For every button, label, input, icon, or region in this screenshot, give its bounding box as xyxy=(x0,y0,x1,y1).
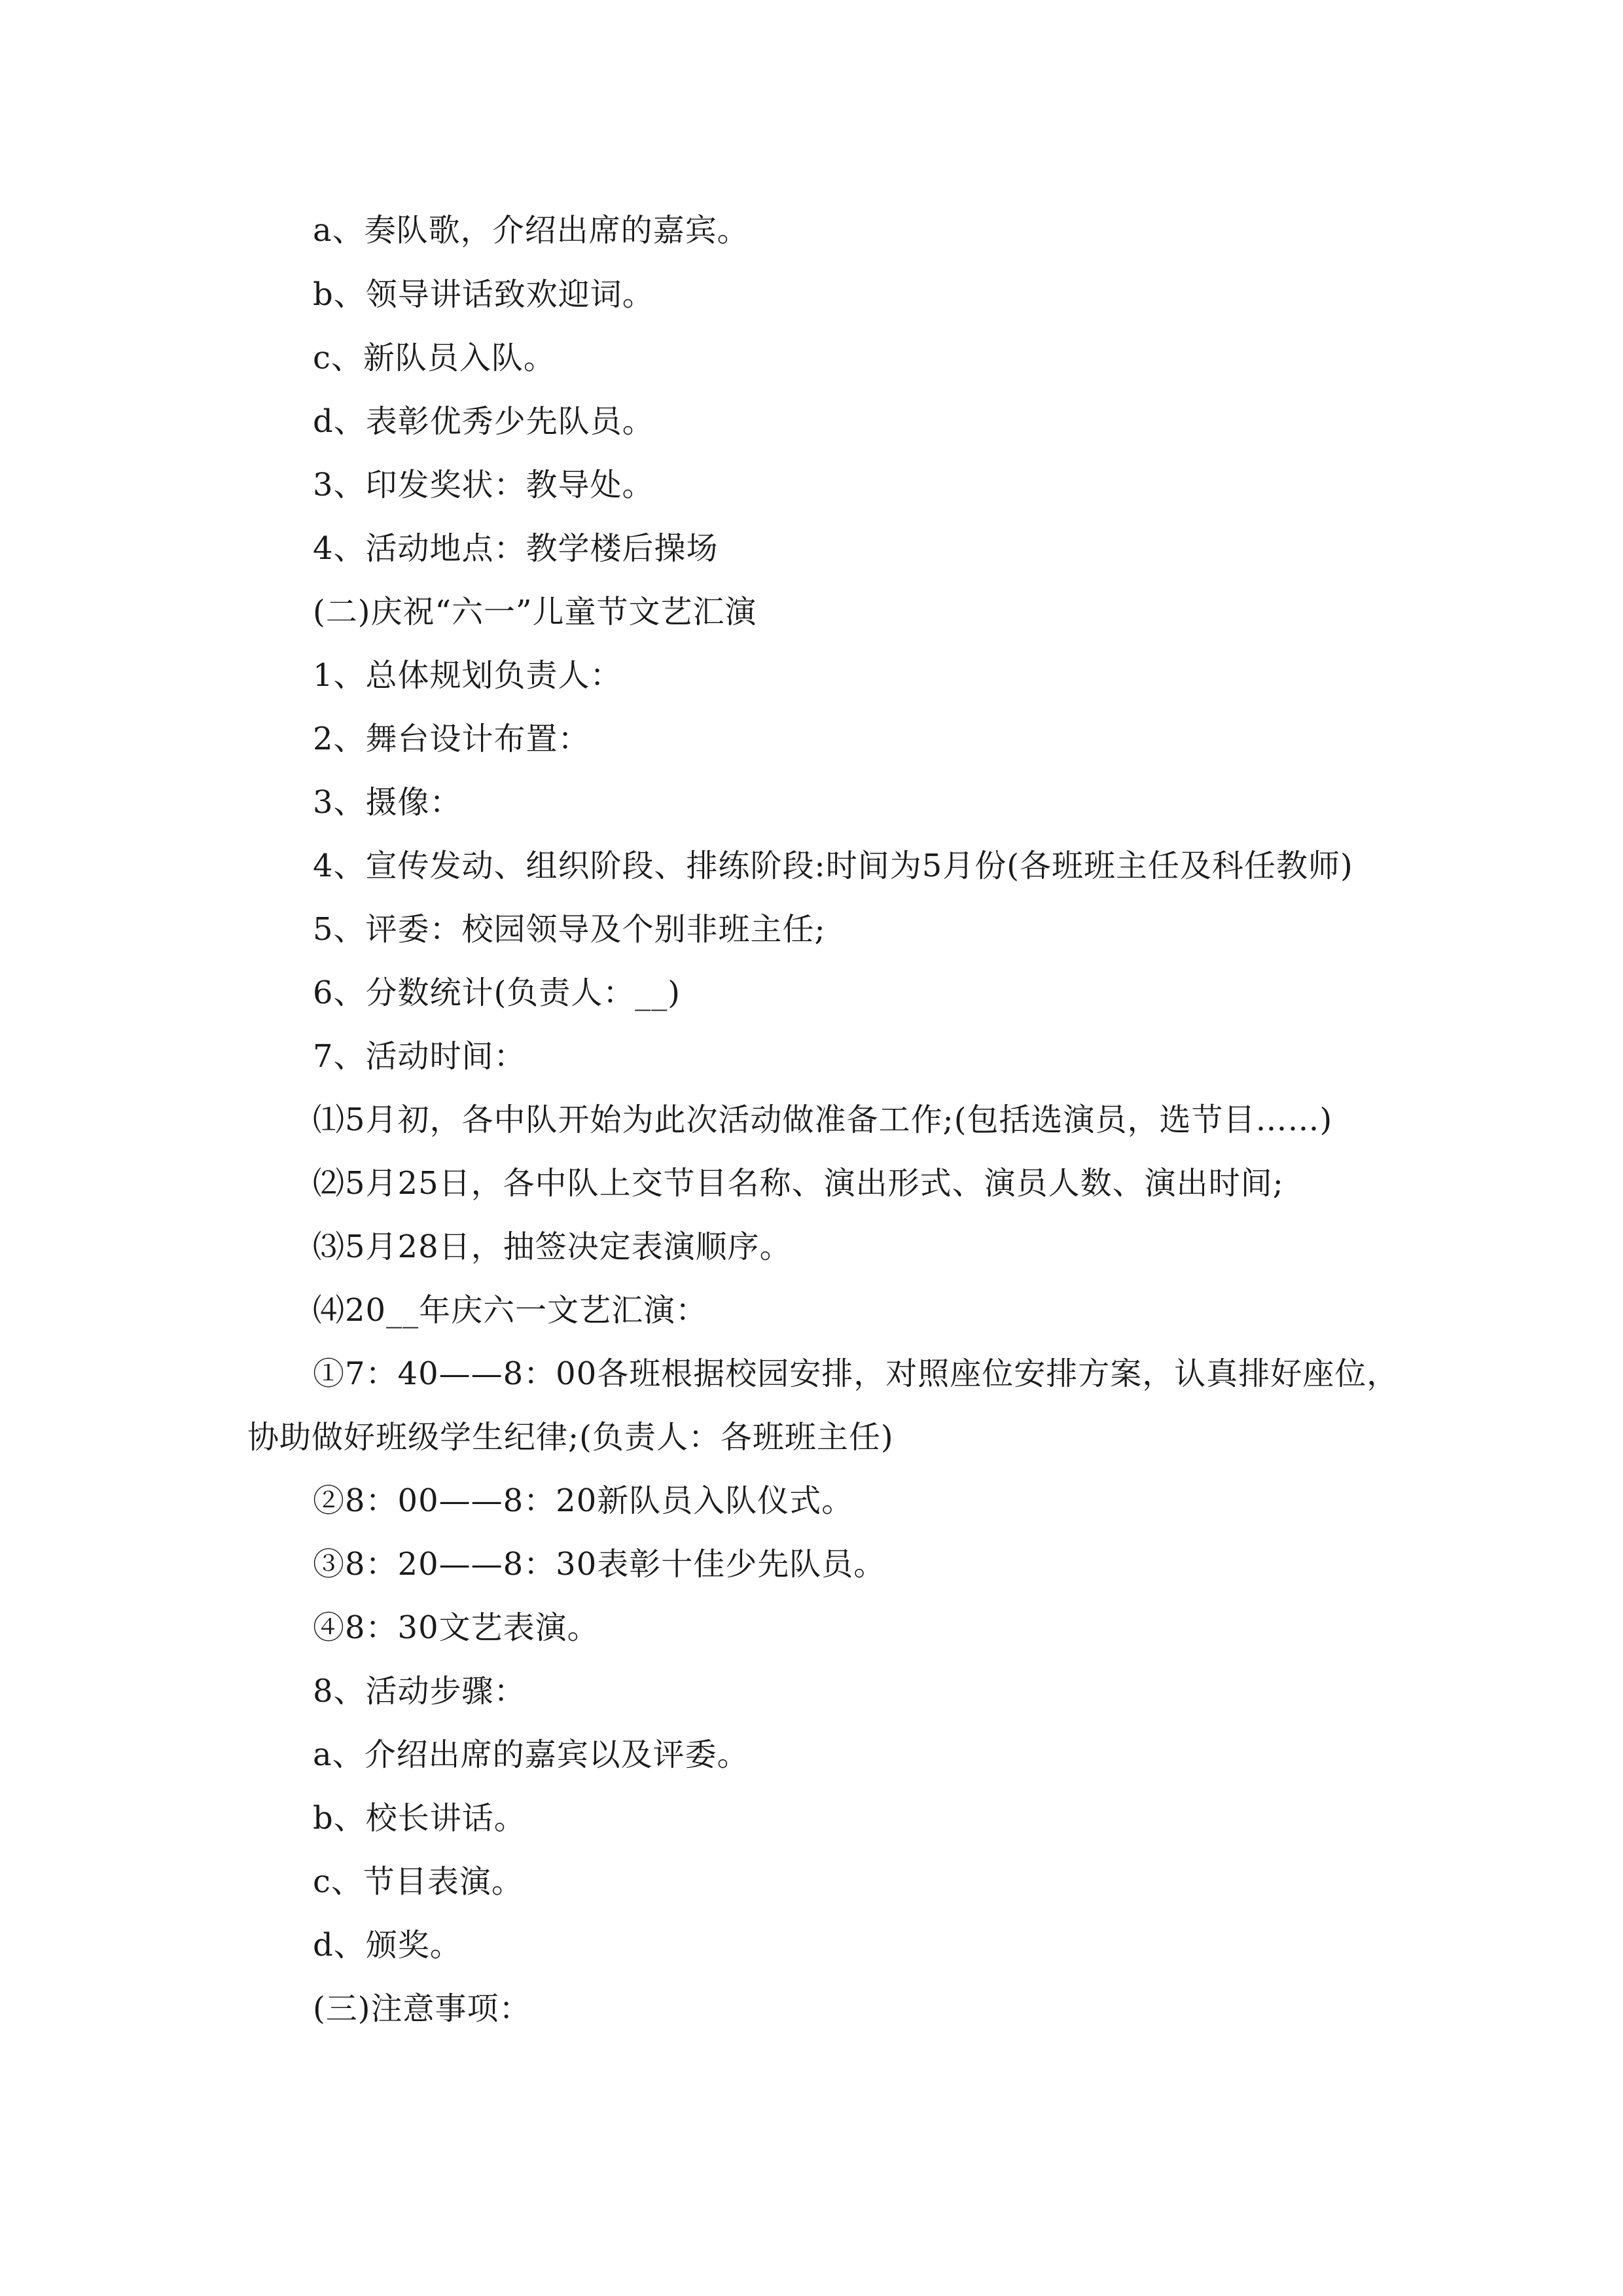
text-line: ⑷20__年庆六一文艺汇演： xyxy=(313,1292,708,1329)
text-line: ④8：30文艺表演。 xyxy=(313,1609,599,1646)
text-line: 5、评委：校园领导及个别非班主任; xyxy=(313,911,826,948)
text-line: b、领导讲话致欢迎词。 xyxy=(313,276,654,313)
text-line: 7、活动时间： xyxy=(313,1038,526,1075)
text-line: 2、舞台设计布置： xyxy=(313,721,590,757)
text-line: 协助做好班级学生纪律;(负责人：各班班主任) xyxy=(247,1419,894,1456)
text-line: d、颁奖。 xyxy=(313,1927,462,1964)
text-line: 1、总体规划负责人： xyxy=(313,657,622,694)
text-line: c、新队员入队。 xyxy=(313,340,556,376)
section-heading: (二)庆祝“六一”儿童节文艺汇演 xyxy=(313,594,757,630)
text-line: 4、活动地点：教学楼后操场 xyxy=(313,530,719,567)
text-line: 3、印发奖状：教导处。 xyxy=(313,467,654,503)
section-heading: (三)注意事项： xyxy=(313,1990,531,2027)
text-line: ②8：00——8：20新队员入队仪式。 xyxy=(313,1482,854,1519)
text-line: ⑵5月25日，各中队上交节目名称、演出形式、演员人数、演出时间; xyxy=(313,1165,1284,1202)
text-line: 4、宣传发动、组织阶段、排练阶段:时间为5月份(各班班主任及科任教师) xyxy=(313,848,1353,884)
text-line: ⑶5月28日，抽签决定表演顺序。 xyxy=(313,1229,792,1265)
text-line: ①7：40——8：00各班根据校园安排，对照座位安排方案，认真排好座位， xyxy=(313,1355,1399,1392)
text-line: 8、活动步骤： xyxy=(313,1673,526,1710)
text-line: a、介绍出席的嘉宾以及评委。 xyxy=(313,1736,749,1773)
text-line: ③8：20——8：30表彰十佳少先队员。 xyxy=(313,1546,886,1583)
text-line: b、校长讲话。 xyxy=(313,1800,526,1837)
text-line: a、奏队歌，介绍出席的嘉宾。 xyxy=(313,212,749,249)
text-line: ⑴5月初，各中队开始为此次活动做准备工作;(包括选演员，选节目……) xyxy=(313,1102,1333,1138)
text-line: 6、分数统计(负责人：__) xyxy=(313,975,681,1011)
text-line: 3、摄像： xyxy=(313,784,462,821)
text-line: c、节目表演。 xyxy=(313,1863,524,1900)
text-line: d、表彰优秀少先队员。 xyxy=(313,403,654,440)
